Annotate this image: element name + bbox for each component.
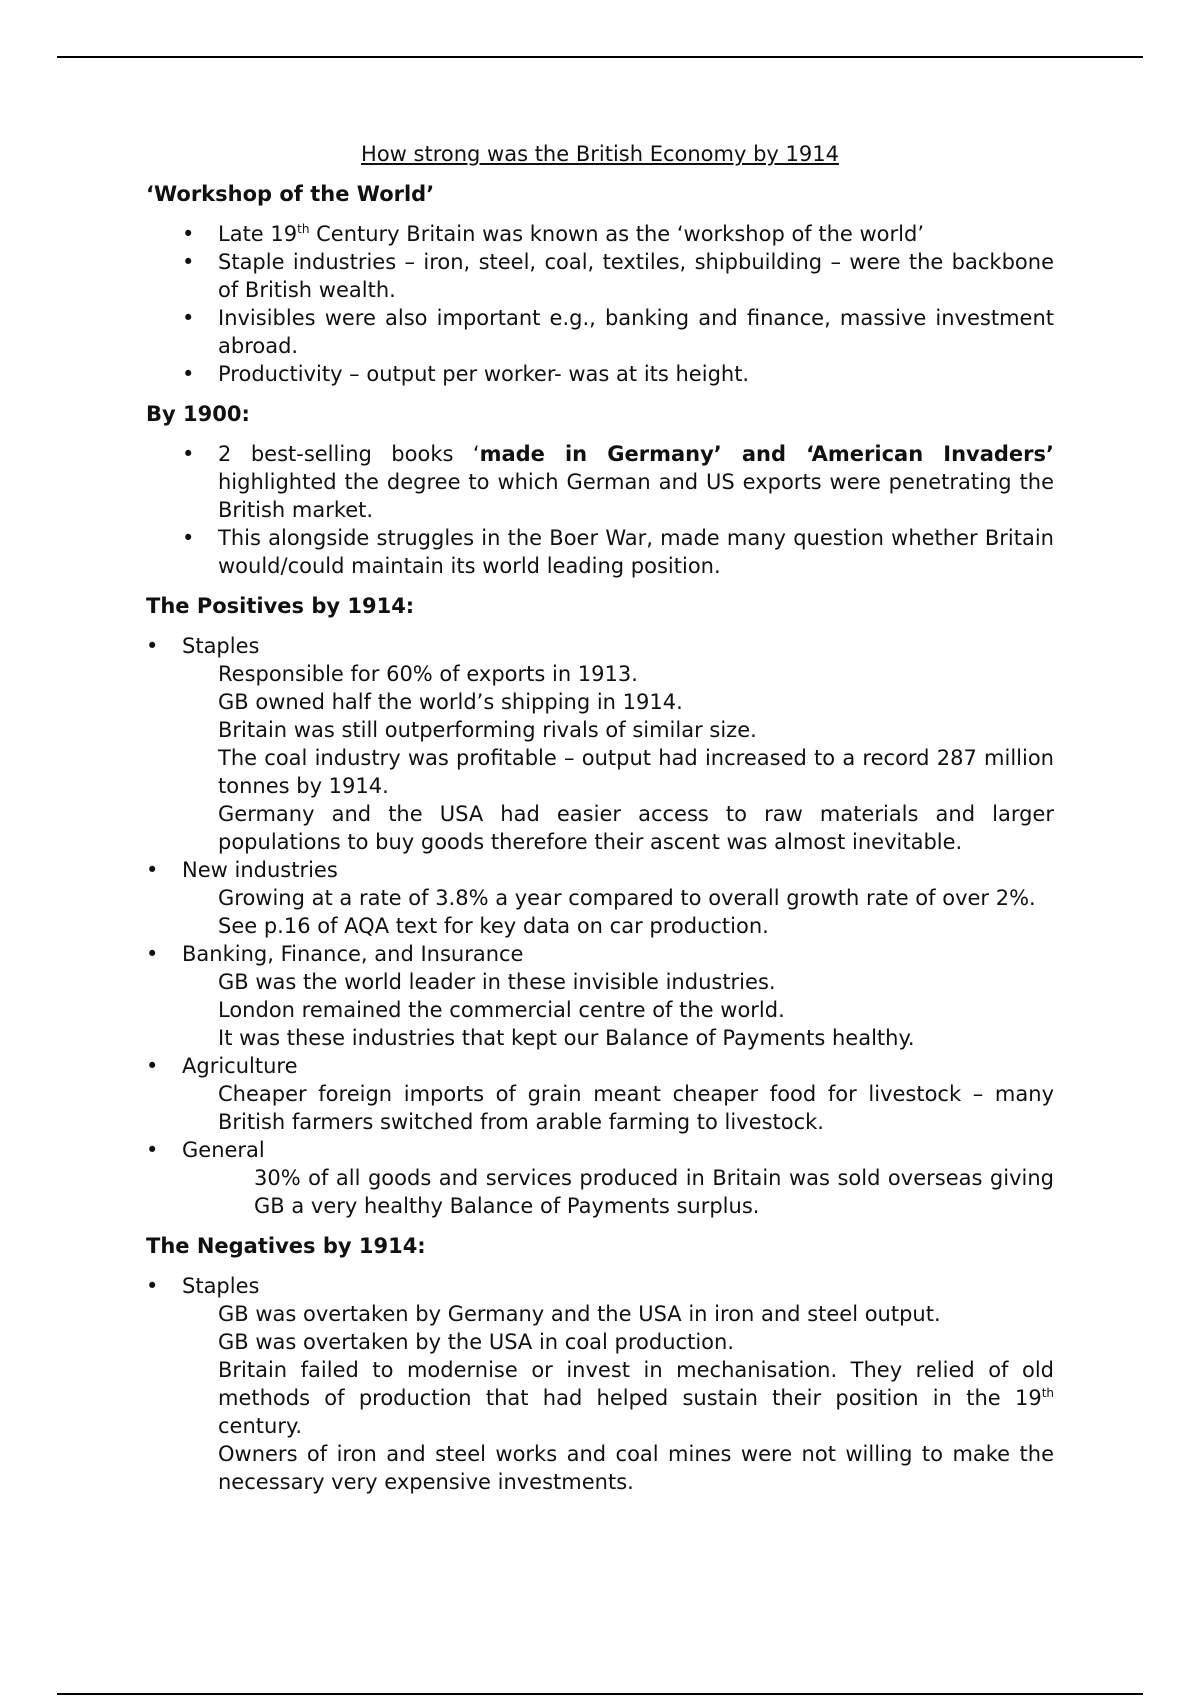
document-body bbox=[146, 140, 1054, 1508]
footer-rule bbox=[57, 1693, 1143, 1695]
detail-line: Britain failed to modernise or invest in mechanisation. They relied of old methods of production that had helped sustain their position in the 19th century. bbox=[218, 1358, 1054, 1438]
group-details bbox=[182, 1164, 1054, 1220]
workshop-list bbox=[146, 220, 1054, 388]
group-label: • Staples bbox=[182, 1274, 260, 1298]
positives-list bbox=[146, 632, 1054, 1220]
detail-line: GB was overtaken by Germany and the USA in iron and steel output. bbox=[218, 1302, 941, 1326]
list-item bbox=[146, 632, 1054, 856]
page-title: How strong was the British Economy by 1914 bbox=[361, 142, 839, 166]
list-item bbox=[146, 856, 1054, 940]
by-1900-list bbox=[146, 440, 1054, 580]
list-item bbox=[146, 1052, 1054, 1136]
group-details bbox=[182, 1080, 1054, 1136]
list-item bbox=[146, 940, 1054, 1052]
list-item: • 2 best-selling books ‘made in Germany’ and ‘American Invaders’ highlighted the degree to which German and US exports were penetrating the British market. bbox=[146, 440, 1054, 524]
detail-line: GB was overtaken by the USA in coal production. bbox=[218, 1330, 734, 1354]
list-item: • This alongside struggles in the Boer War, made many question whether Britain would/could maintain its world leading position. bbox=[146, 524, 1054, 580]
group-details bbox=[182, 1300, 1054, 1496]
detail-line: See p.16 of AQA text for key data on car production. bbox=[218, 914, 769, 938]
negatives-heading: The Negatives by 1914: bbox=[146, 1234, 426, 1258]
detail-line: London remained the commercial centre of the world. bbox=[218, 998, 785, 1022]
header-rule bbox=[57, 56, 1143, 58]
group-label: • New industries bbox=[182, 858, 338, 882]
detail-line: GB owned half the world’s shipping in 1914. bbox=[218, 690, 683, 714]
group-label: • Agriculture bbox=[182, 1054, 298, 1078]
group-label: • Banking, Finance, and Insurance bbox=[182, 942, 524, 966]
group-details bbox=[182, 660, 1054, 856]
list-item bbox=[146, 1272, 1054, 1496]
negatives-list bbox=[146, 1272, 1054, 1496]
group-label: • General bbox=[182, 1138, 265, 1162]
group-details bbox=[182, 968, 1054, 1052]
detail-line: GB was the world leader in these invisible industries. bbox=[218, 970, 776, 994]
list-item: • Productivity – output per worker- was at its height. bbox=[146, 360, 1054, 388]
list-item: • Invisibles were also important e.g., banking and finance, massive investment abroad. bbox=[146, 304, 1054, 360]
workshop-heading: ‘Workshop of the World’ bbox=[146, 182, 435, 206]
list-item: • Staple industries – iron, steel, coal, textiles, shipbuilding – were the backbone of British wealth. bbox=[146, 248, 1054, 304]
detail-line: Germany and the USA had easier access to raw materials and larger populations to buy goods therefore their ascent was almost inevitable. bbox=[218, 802, 1054, 854]
group-details bbox=[182, 884, 1054, 940]
by-1900-heading: By 1900: bbox=[146, 402, 250, 426]
detail-line: Cheaper foreign imports of grain meant cheaper food for livestock – many British farmers switched from arable farming to livestock. bbox=[218, 1082, 1054, 1134]
list-item: • Late 19th Century Britain was known as the ‘workshop of the world’ bbox=[146, 220, 1054, 248]
detail-line: It was these industries that kept our Balance of Payments healthy. bbox=[218, 1026, 915, 1050]
group-label: • Staples bbox=[182, 634, 260, 658]
detail-line: Growing at a rate of 3.8% a year compared to overall growth rate of over 2%. bbox=[218, 886, 1036, 910]
detail-line: The coal industry was profitable – output had increased to a record 287 million tonnes by 1914. bbox=[218, 746, 1054, 798]
positives-heading: The Positives by 1914: bbox=[146, 594, 415, 618]
detail-line: 30% of all goods and services produced in Britain was sold overseas giving GB a very healthy Balance of Payments surplus. bbox=[254, 1166, 1054, 1218]
detail-line: Britain was still outperforming rivals of similar size. bbox=[218, 718, 757, 742]
list-item bbox=[146, 1136, 1054, 1220]
detail-line: Owners of iron and steel works and coal mines were not willing to make the necessary very expensive investments. bbox=[218, 1442, 1054, 1494]
detail-line: Responsible for 60% of exports in 1913. bbox=[218, 662, 638, 686]
